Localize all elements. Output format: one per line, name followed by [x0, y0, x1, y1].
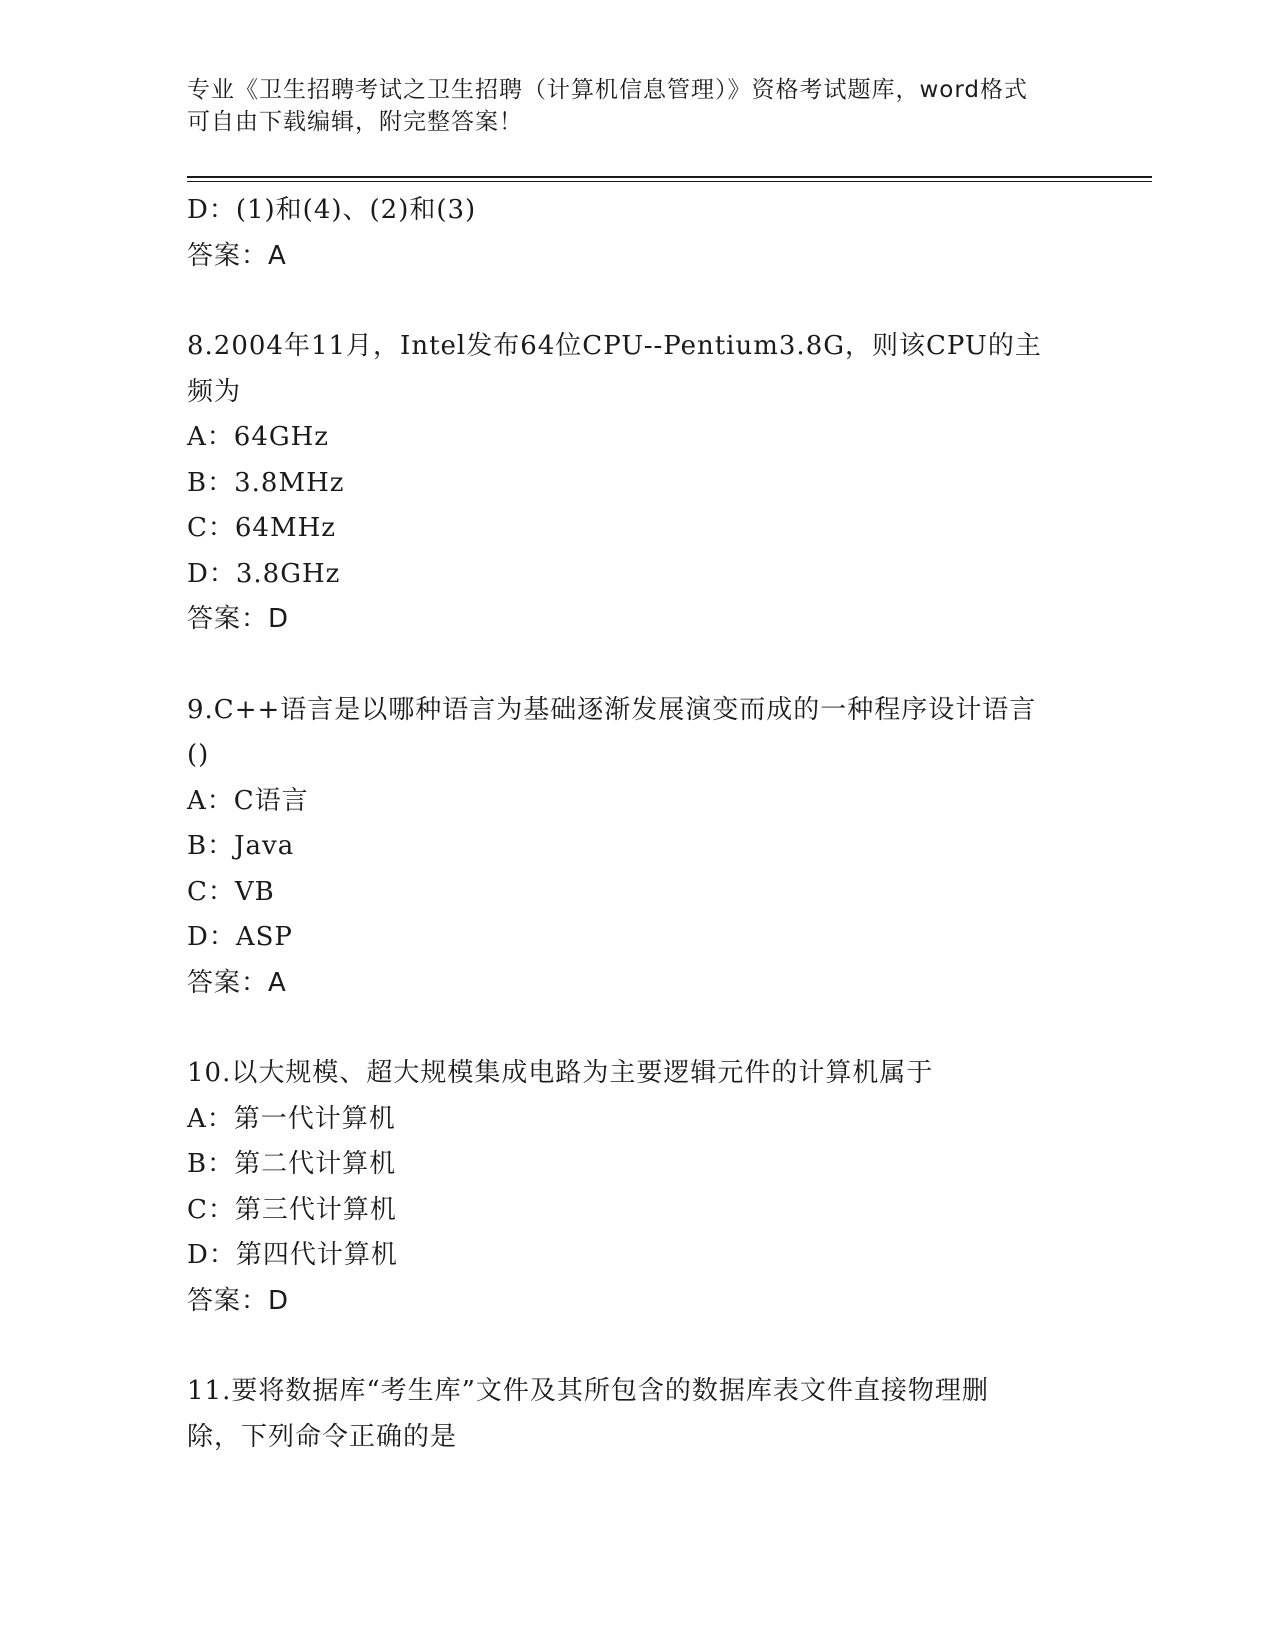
question-stem: 8.2004年11月，Intel发布64位CPU--Pentium3.8G，则该CPU的主 — [187, 331, 1042, 361]
question-stem-cont: 频为 — [187, 376, 242, 407]
question-stem-cont: 除，下列命令正确的是 — [187, 1421, 458, 1452]
option-c: C：64MHz — [187, 513, 336, 543]
question-7-tail — [187, 188, 1087, 279]
answer: 答案：A — [187, 240, 287, 271]
option-c: C：第三代计算机 — [187, 1194, 397, 1225]
option-c: C：VB — [187, 876, 275, 907]
question-11 — [187, 1369, 1087, 1460]
option-d: D：3.8GHz — [187, 558, 341, 589]
header-line-1: 专业《卫生招聘考试之卫生招聘（计算机信息管理）》资格考试题库，word格式 — [187, 77, 1029, 103]
answer: 答案：D — [187, 604, 290, 634]
header-divider — [187, 176, 1152, 182]
question-stem: 11.要将数据库“考生库”文件及其所包含的数据库表文件直接物理删 — [187, 1376, 989, 1406]
option-a: A：第一代计算机 — [187, 1103, 396, 1134]
question-list — [187, 188, 1087, 1460]
question-stem: 10.以大规模、超大规模集成电路为主要逻辑元件的计算机属于 — [187, 1058, 934, 1088]
option-b: B：第二代计算机 — [187, 1149, 397, 1179]
answer: 答案：A — [187, 967, 287, 998]
option-a: A：C语言 — [187, 785, 309, 816]
answer: 答案：D — [187, 1285, 290, 1316]
page-header — [187, 74, 1087, 138]
header-line-2: 可自由下载编辑，附完整答案！ — [187, 109, 523, 135]
option-b: B：Java — [187, 831, 295, 861]
question-8 — [187, 324, 1087, 643]
option-a: A：64GHz — [187, 422, 330, 452]
question-stem-cont: () — [187, 740, 210, 770]
question-stem: 9.C++语言是以哪种语言为基础逐渐发展演变而成的一种程序设计语言 — [187, 694, 1037, 725]
question-9 — [187, 688, 1087, 1007]
option-d: D：ASP — [187, 922, 293, 952]
option-d: D：(1)和(4)、(2)和(3) — [187, 195, 477, 225]
option-b: B：3.8MHz — [187, 467, 345, 498]
option-d: D：第四代计算机 — [187, 1240, 398, 1270]
question-10 — [187, 1051, 1087, 1324]
